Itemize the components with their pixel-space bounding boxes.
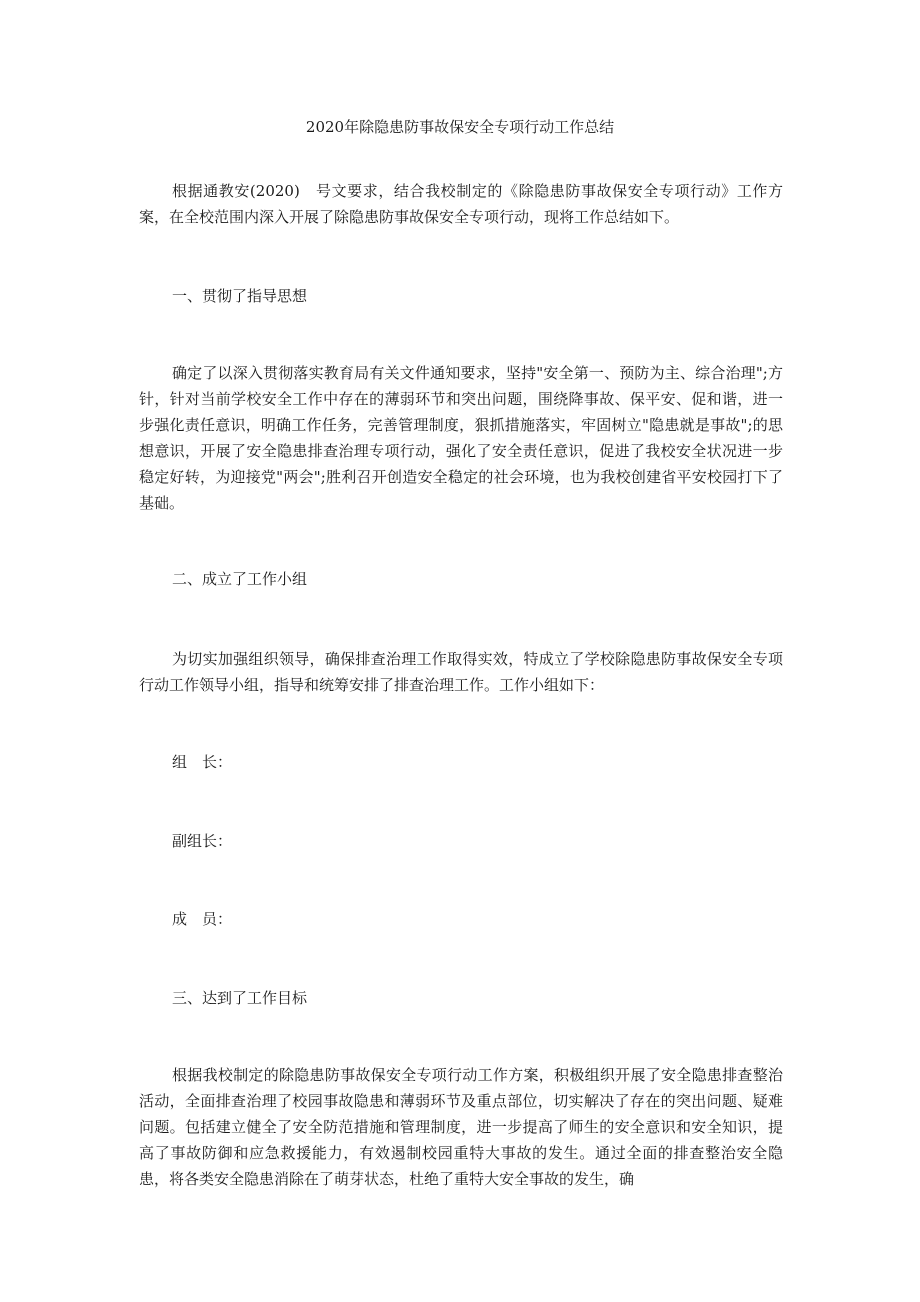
group-leader-label: 组 长： bbox=[172, 753, 233, 771]
group-deputy-label: 副组长： bbox=[172, 832, 233, 850]
section-3-body: 根据我校制定的除隐患防事故保安全专项行动工作方案，积极组织开展了安全隐患排查整治活动，全面排查治理了校园事故隐患和薄弱环节及重点部位，切实解决了存在的突出问题、疑难问题。包括建立健全了安全防范措施和管理制度，进一步提高了师生的安全意识和安全知识，提高了事故防御和应急救援能力，有效遏制校园重特大事故的发生。通过全面的排查整治安全隐患，将各类安全隐患消除在了萌芽状态，杜绝了重特大安全事故的发生，确 bbox=[139, 1066, 783, 1188]
section-2-body: 为切实加强组织领导，确保排查治理工作取得实效，特成立了学校除隐患防事故保安全专项行动工作领导小组，指导和统筹安排了排查治理工作。工作小组如下： bbox=[139, 650, 783, 694]
section-1-heading: 一、贯彻了指导思想 bbox=[172, 287, 308, 305]
document-title: 2020年除隐患防事故保安全专项行动工作总结 bbox=[305, 118, 615, 136]
intro-paragraph: 根据通教安(2020) 号文要求，结合我校制定的《除隐患防事故保安全专项行动》工作方案，在全校范围内深入开展了除隐患防事故保安全专项行动，现将工作总结如下。 bbox=[139, 182, 783, 226]
section-1-body: 确定了以深入贯彻落实教育局有关文件通知要求，坚持"安全第一、预防为主、综合治理";方针，针对当前学校安全工作中存在的薄弱环节和突出问题，围绕降事故、保平安、促和谐，进一步强化责任意识，明确工作任务，完善管理制度，狠抓措施落实，牢固树立"隐患就是事故";的思想意识，开展了安全隐患排查治理专项行动，强化了安全责任意识，促进了我校安全状况进一步稳定好转，为迎接党"两会";胜利召开创造安全稳定的社会环境，也为我校创建省平安校园打下了基础。 bbox=[139, 364, 783, 512]
group-members-label: 成 员： bbox=[172, 910, 233, 928]
section-2-heading: 二、成立了工作小组 bbox=[172, 570, 308, 588]
section-3-heading: 三、达到了工作目标 bbox=[172, 989, 308, 1007]
